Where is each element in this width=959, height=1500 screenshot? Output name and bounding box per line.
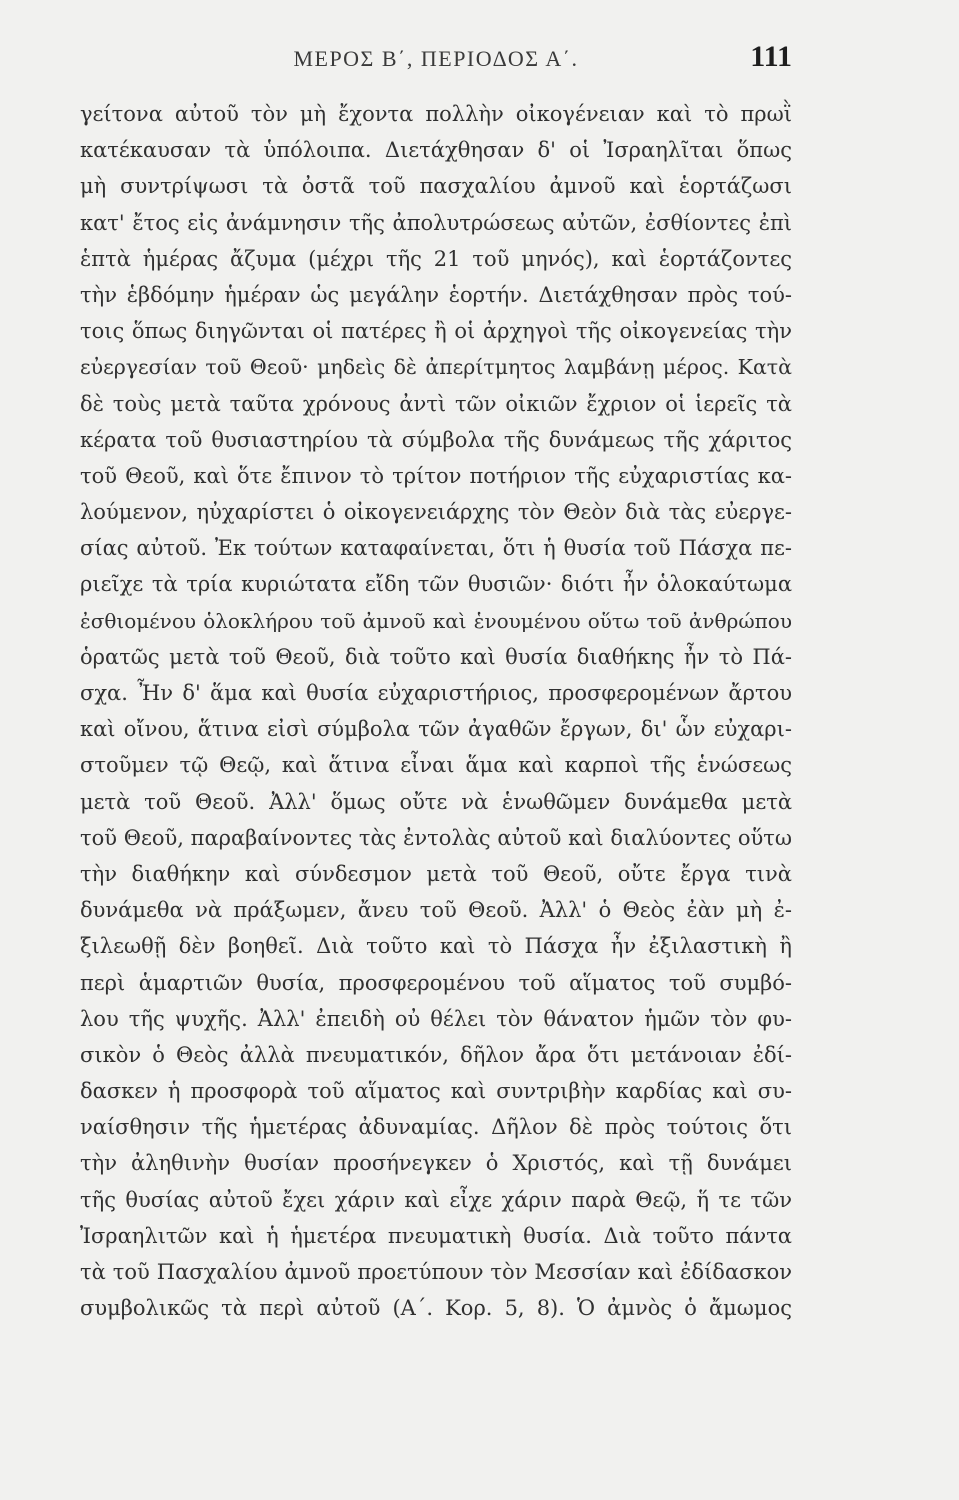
body-text bbox=[80, 96, 792, 1326]
text-line: τοῦ Θεοῦ, παραβαίνοντες τὰς ἐντολὰς αὐτοῦ καὶ διαλύοντες οὕτω bbox=[80, 825, 792, 850]
page-header bbox=[80, 38, 792, 82]
text-line: τοις ὅπως διηγῶνται οἱ πατέρες ἢ οἱ ἀρχηγοὶ τῆς οἰκογενείας τὴν bbox=[80, 319, 792, 344]
text-line: τὴν ἑβδόμην ἡμέραν ὡς μεγάλην ἑορτήν. Διετάχθησαν πρὸς τού- bbox=[80, 282, 792, 307]
text-line: Ἰσραηλιτῶν καὶ ἡ ἡμετέρα πνευματικὴ θυσία. Διὰ τοῦτο πάντα bbox=[80, 1223, 792, 1248]
text-line: δὲ τοὺς μετὰ ταῦτα χρόνους ἀντὶ τῶν οἰκιῶν ἔχριον οἱ ἱερεῖς τὰ bbox=[80, 391, 792, 416]
text-line: σικὸν ὁ Θεὸς ἀλλὰ πνευματικόν, δῆλον ἄρα ὅτι μετάνοιαν ἐδί- bbox=[80, 1042, 792, 1067]
text-line: ναίσθησιν τῆς ἡμετέρας ἀδυναμίας. Δῆλον δὲ πρὸς τούτοις ὅτι bbox=[80, 1115, 792, 1140]
text-line: ἐσθιομένου ὁλοκλήρου τοῦ ἀμνοῦ καὶ ἑνουμένου οὕτω τοῦ ἀνθρώπου bbox=[80, 608, 792, 633]
running-head: ΜΕΡΟΣ Β΄, ΠΕΡΙΟΔΟΣ Α΄. bbox=[293, 46, 579, 71]
text-line: περὶ ἁμαρτιῶν θυσία, προσφερομένου τοῦ αἵματος τοῦ συμβό- bbox=[80, 970, 792, 995]
text-line: λου τῆς ψυχῆς. Ἀλλ' ἐπειδὴ οὐ θέλει τὸν θάνατον ἡμῶν τὸν φυ- bbox=[80, 1006, 792, 1031]
text-line: τῆς θυσίας αὐτοῦ ἔχει χάριν καὶ εἶχε χάριν παρὰ Θεῷ, ἥ τε τῶν bbox=[80, 1187, 792, 1212]
text-line: στοῦμεν τῷ Θεῷ, καὶ ἅτινα εἶναι ἅμα καὶ καρποὶ τῆς ἑνώσεως bbox=[80, 753, 792, 778]
page-number: 111 bbox=[750, 40, 792, 73]
text-line: τὴν ἀληθινὴν θυσίαν προσήνεγκεν ὁ Χριστός, καὶ τῇ δυνάμει bbox=[80, 1151, 792, 1176]
text-line: συμβολικῶς τὰ περὶ αὐτοῦ (Α΄. Κορ. 5, 8). Ὁ ἀμνὸς ὁ ἄμωμος bbox=[80, 1296, 792, 1321]
text-line: ξιλεωθῇ δὲν βοηθεῖ. Διὰ τοῦτο καὶ τὸ Πάσχα ἦν ἐξιλαστικὴ ἢ bbox=[80, 934, 792, 959]
text-line: σίας αὐτοῦ. Ἐκ τούτων καταφαίνεται, ὅτι ἡ θυσία τοῦ Πάσχα πε- bbox=[80, 536, 792, 561]
text-line: κέρατα τοῦ θυσιαστηρίου τὰ σύμβολα τῆς δυνάμεως τῆς χάριτος bbox=[80, 427, 792, 452]
text-line: τὰ τοῦ Πασχαλίου ἀμνοῦ προετύπουν τὸν Μεσσίαν καὶ ἐδίδασκον bbox=[80, 1260, 792, 1284]
text-line: ριεῖχε τὰ τρία κυριώτατα εἴδη τῶν θυσιῶν· διότι ἦν ὁλοκαύτωμα bbox=[80, 572, 792, 597]
text-line: κατέκαυσαν τὰ ὑπόλοιπα. Διετάχθησαν δ' οἱ Ἰσραηλῖται ὅπως bbox=[80, 138, 792, 163]
text-line: σχα. Ἦν δ' ἅμα καὶ θυσία εὐχαριστήριος, προσφερομένων ἄρτου bbox=[80, 681, 792, 705]
text-line: δυνάμεθα νὰ πράξωμεν, ἄνευ τοῦ Θεοῦ. Ἀλλ' ὁ Θεὸς ἐὰν μὴ ἐ- bbox=[80, 898, 792, 923]
text-line: μετὰ τοῦ Θεοῦ. Ἀλλ' ὅμως οὔτε νὰ ἑνωθῶμεν δυνάμεθα μετὰ bbox=[80, 789, 792, 814]
text-line: τὴν διαθήκην καὶ σύνδεσμον μετὰ τοῦ Θεοῦ, οὔτε ἔργα τινὰ bbox=[80, 861, 792, 886]
text-line: κατ' ἔτος εἰς ἀνάμνησιν τῆς ἀπολυτρώσεως αὐτῶν, ἐσθίοντες ἐπὶ bbox=[80, 210, 792, 235]
text-line: καὶ οἴνου, ἅτινα εἰσὶ σύμβολα τῶν ἀγαθῶν ἔργων, δι' ὧν εὐχαρι- bbox=[80, 717, 792, 742]
text-line: μὴ συντρίψωσι τὰ ὀστᾶ τοῦ πασχαλίου ἀμνοῦ καὶ ἑορτάζωσι bbox=[80, 174, 792, 199]
text-line: τοῦ Θεοῦ, καὶ ὅτε ἔπινον τὸ τρίτον ποτήριον τῆς εὐχαριστίας κα- bbox=[80, 463, 792, 488]
text-line: δασκεν ἡ προσφορὰ τοῦ αἵματος καὶ συντριβὴν καρδίας καὶ συ- bbox=[80, 1079, 792, 1104]
text-line: λούμενον, ηὐχαρίστει ὁ οἰκογενειάρχης τὸν Θεὸν διὰ τὰς εὐεργε- bbox=[80, 500, 792, 525]
text-line: γείτονα αὐτοῦ τὸν μὴ ἔχοντα πολλὴν οἰκογένειαν καὶ τὸ πρωῒ bbox=[80, 102, 792, 126]
text-line: ὁρατῶς μετὰ τοῦ Θεοῦ, διὰ τοῦτο καὶ θυσία διαθήκης ἦν τὸ Πά- bbox=[80, 644, 792, 669]
text-line: εὐεργεσίαν τοῦ Θεοῦ· μηδεὶς δὲ ἀπερίτμητος λαμβάνῃ μέρος. Κατὰ bbox=[80, 355, 792, 380]
text-line: ἑπτὰ ἡμέρας ἄζυμα (μέχρι τῆς 21 τοῦ μηνός), καὶ ἑορτάζοντες bbox=[80, 246, 792, 271]
